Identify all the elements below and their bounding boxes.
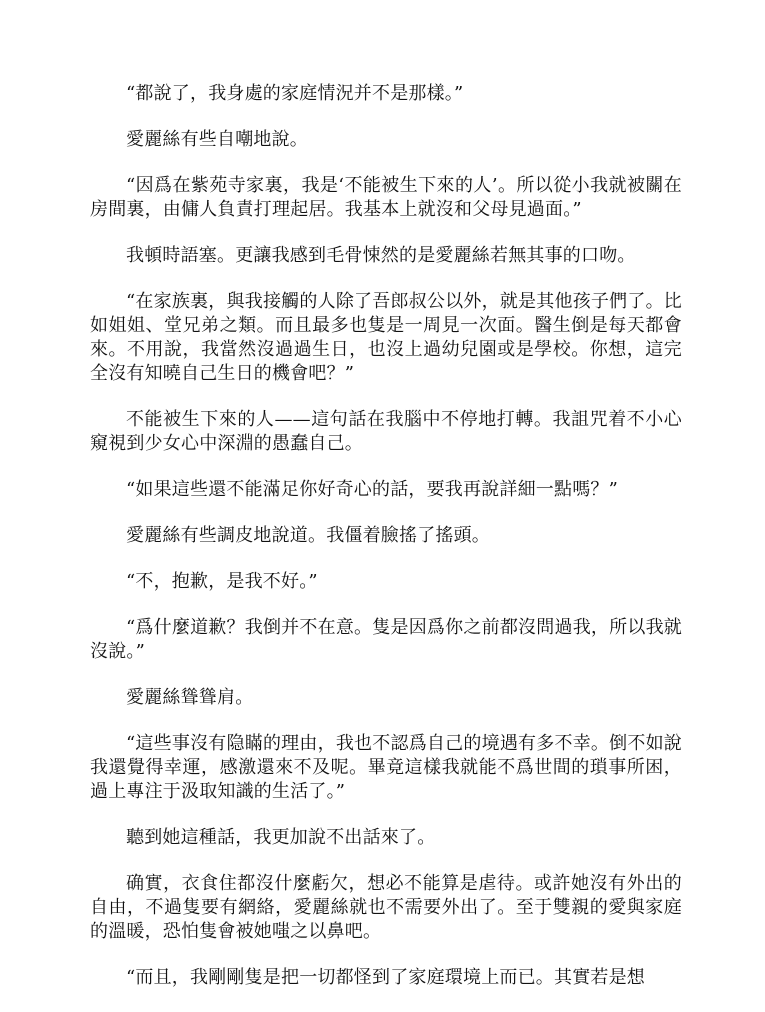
paragraph: 不能被生下來的人——這句話在我腦中不停地打轉。我詛咒着不小心窺視到少女心中深淵的愚蠢自己。 — [90, 409, 682, 454]
paragraph: 愛麗絲有些調皮地說道。我僵着臉搖了搖頭。 — [126, 525, 490, 546]
paragraph: “如果這些還不能滿足你好奇心的話，要我再說詳細一點嗎？” — [126, 479, 619, 500]
paragraph: 确實，衣食住都沒什麼虧欠，想必不能算是虐待。或許她沒有外出的自由，不過隻要有網絡，愛麗絲就也不需要外出了。至于雙親的愛與家庭的溫暖，恐怕隻會被她嗤之以鼻吧。 — [90, 873, 682, 942]
paragraph: “爲什麼道歉？我倒并不在意。隻是因爲你之前都沒問過我，所以我就沒說。” — [90, 617, 682, 662]
paragraph: “都說了，我身處的家庭情況并不是那樣。” — [126, 83, 464, 104]
paragraph: “不，抱歉，是我不好。” — [126, 571, 318, 592]
paragraph: “這些事沒有隐瞞的理由，我也不認爲自己的境遇有多不幸。倒不如說我還覺得幸運，感激還來不及呢。畢竟這樣我就能不爲世間的瑣事所困，過上專注于汲取知識的生活了。” — [90, 733, 682, 802]
paragraph: 我頓時語塞。更讓我感到毛骨悚然的是愛麗絲若無其事的口吻。 — [126, 245, 636, 266]
paragraph: “在家族裏，與我接觸的人除了吾郎叔公以外，就是其他孩子們了。比如姐姐、堂兄弟之類。而且最多也隻是一周見一次面。醫生倒是每天都會來。不用說，我當然沒過過生日，也沒上過幼兒園或是學校。你想，這完全沒有知曉自己生日的機會吧？” — [90, 291, 682, 384]
paragraph: 聽到她這種話，我更加說不出話來了。 — [126, 827, 436, 848]
paragraph: 愛麗絲聳聳肩。 — [126, 687, 254, 708]
paragraph: 愛麗絲有些自嘲地說。 — [126, 129, 308, 150]
paragraph: “因爲在紫苑寺家裏，我是‘不能被生下來的人’。所以從小我就被關在房間裏，由傭人負責打理起居。我基本上就沒和父母見過面。” — [90, 175, 682, 220]
paragraph: “而且，我剛剛隻是把一切都怪到了家庭環境上而已。其實若是想 — [126, 967, 645, 988]
book-page — [90, 82, 682, 1012]
